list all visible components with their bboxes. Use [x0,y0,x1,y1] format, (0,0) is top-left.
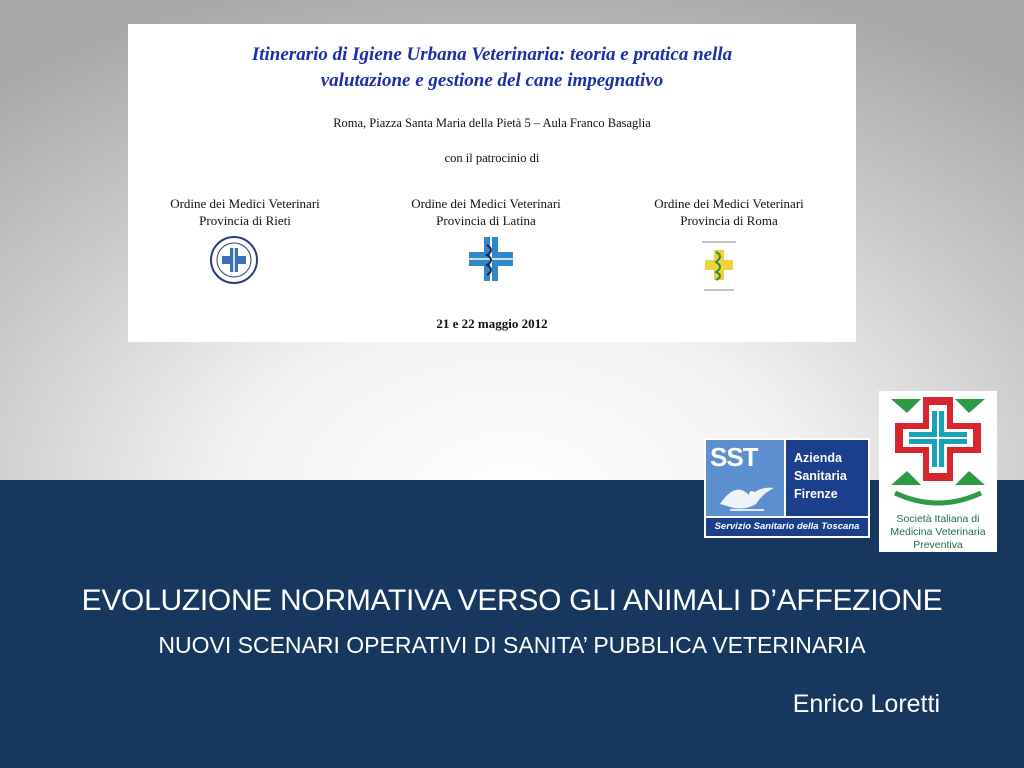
simvp-line2: Medicina Veterinaria [890,526,986,538]
azienda-panel [786,440,868,516]
invitation-date: 21 e 22 maggio 2012 [436,316,548,331]
slide-subtitle: NUOVI SCENARI OPERATIVI DI SANITA’ PUBBLICA VETERINARIA [158,632,866,658]
org-rieti [135,195,355,229]
invitation-venue: Roma, Piazza Santa Maria della Pietà 5 – Aula Franco Basaglia [333,116,651,130]
bird-icon [716,474,778,514]
azienda-label: Azienda [794,451,842,465]
asl-firenze-logo [704,438,870,538]
org-latina-line1: Ordine dei Medici Veterinari [411,196,561,211]
roma-cross-icon [694,238,744,294]
org-roma-line2: Provincia di Roma [680,213,778,228]
sst-wordmark: SST [710,442,758,472]
simvp-line1: Società Italiana di [896,513,980,525]
org-rieti-line1: Ordine dei Medici Veterinari [170,196,320,211]
simvp-emblem-icon [885,393,991,511]
rieti-seal-icon [209,235,259,285]
simvp-logo [879,391,997,552]
org-latina [376,195,596,229]
org-rieti-line2: Provincia di Rieti [199,213,291,228]
org-roma-line1: Ordine dei Medici Veterinari [654,196,804,211]
sanitaria-label: Sanitaria [794,469,847,483]
simvp-line3: Preventiva [913,539,963,551]
sst-panel [706,440,784,516]
event-invitation-image [128,24,856,342]
sst-caption: Servizio Sanitario della Toscana [706,518,868,536]
firenze-label: Firenze [794,487,838,501]
invitation-title-line2: valutazione e gestione del cane impegnativo [320,70,664,91]
org-latina-line2: Provincia di Latina [436,213,536,228]
slide-title: EVOLUZIONE NORMATIVA VERSO GLI ANIMALI D’AFFEZIONE [81,584,943,617]
invitation-patronage: con il patrocinio di [444,151,540,165]
org-roma [619,195,839,229]
invitation-title-line1: Itinerario di Igiene Urbana Veterinaria: teoria e pratica nella [251,44,733,65]
title-band [0,480,1024,768]
latina-cross-icon [467,235,515,283]
author-name: Enrico Loretti [792,690,940,718]
